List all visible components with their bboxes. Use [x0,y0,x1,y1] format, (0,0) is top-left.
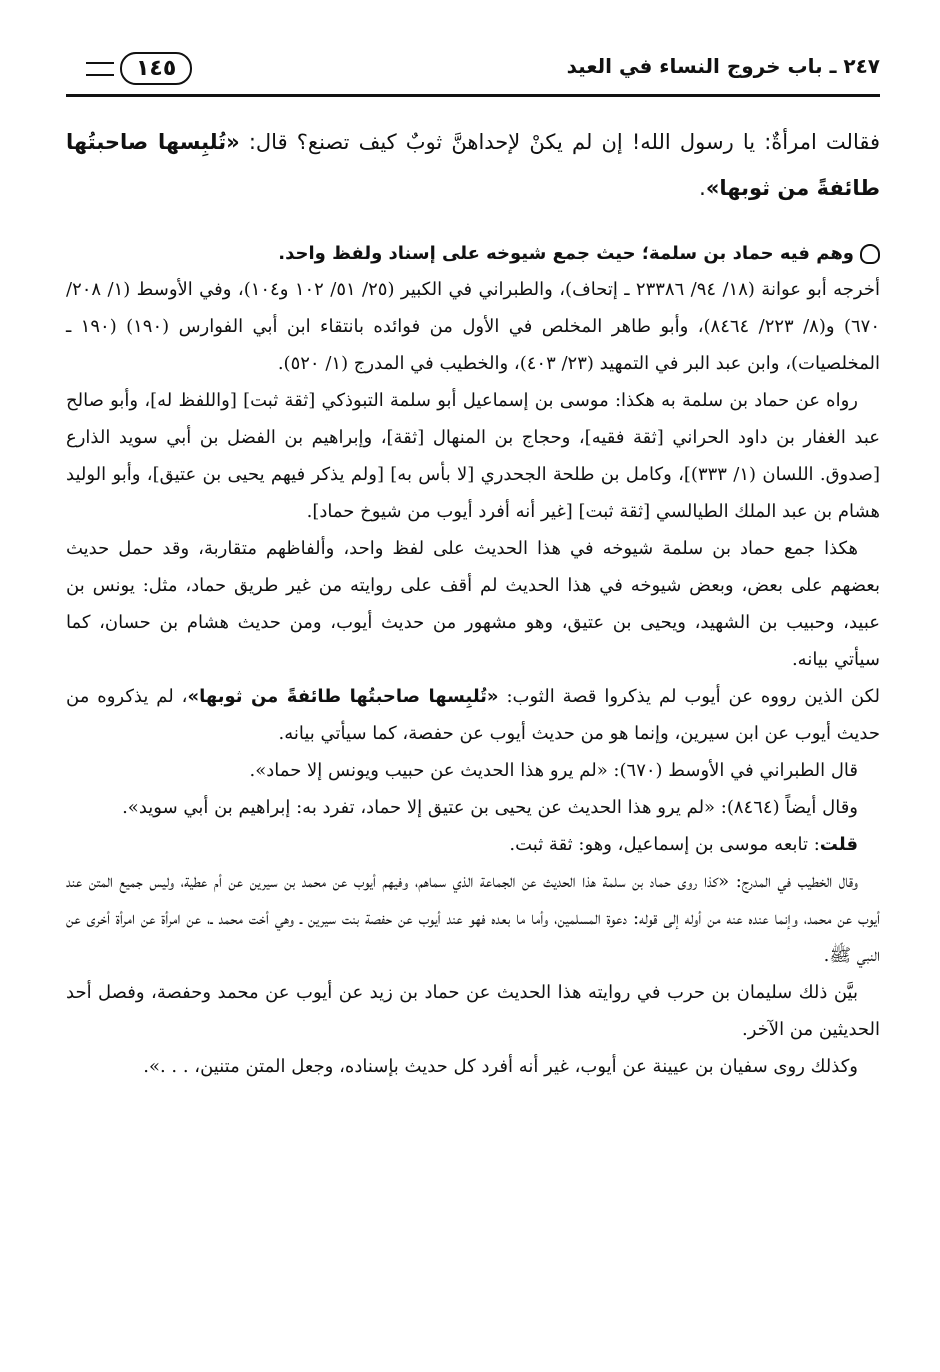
paragraph-7-bold: قلت [819,834,858,855]
paragraph-8: وقال الخطيب في المدرج: «كذا روى حماد بن سلمة هذا الحديث عن الجماعة الذي سماهم، وفيهم أيوب عن محمد بن سيرين عن أم عطية، وليس جميع المتن عند أيوب عن محمد، وإنما عنده عنه من أوله إلى قوله: دعوة المسلمين، وأما ما بعده فهو عند أيوب عن حفصة بنت سيرين ـ وهي أخت محمد ـ، عن امرأة عن امرأة أخرى عن النبي ﷺ. [66,871,880,966]
note-heading [66,237,880,271]
page-number-ornament [86,52,192,85]
hadith-text [66,119,880,211]
paragraph-4 [66,678,880,752]
paragraph-5: قال الطبراني في الأوسط (٦٧٠): «لم يرو هذا الحديث عن حبيب ويونس إلا حماد». [249,760,858,781]
paragraph-4-before: لكن الذين رووه عن أيوب لم يذكروا قصة الثوب: [498,686,880,707]
paragraph-4-after: ، لم يذكروه من حديث أيوب عن ابن سيرين، وإنما هو من حديث أيوب عن حفصة، كما سيأتي بيانه. [66,686,880,744]
hadith-text-end: . [699,176,706,200]
paragraph-9: بيَّن ذلك سليمان بن حرب في روايته هذا الحديث عن حماد بن زيد عن أيوب عن محمد وحفصة، وفصل أحد الحديثين من الآخر. [66,982,880,1040]
paragraph-4-bold: «تُلبِسها صاحبتُها طائفةً من ثوبها» [187,686,499,707]
paragraph-3: هكذا جمع حماد بن سلمة شيوخه في هذا الحديث على لفظ واحد، وألفاظهم متقاربة، وقد حمل حديث بعضهم على بعض، وبعض شيوخه في هذا الحديث لم أقف على روايته من غير طريق حماد، مثل: يونس بن عبيد، وحبيب بن الشهيد، ويحيى بن عتيق، وهو مشهور من حديث أيوب، ومن حديث هشام بن حسان، كما سيأتي بيانه. [66,538,880,670]
paragraph-2: رواه عن حماد بن سلمة به هكذا: موسى بن إسماعيل أبو سلمة التبوذكي [ثقة ثبت] [واللفظ له]، وأبو صالح عبد الغفار بن داود الحراني [ثقة فقيه]، وحجاج بن المنهال [ثقة]، وإبراهيم بن الفضل بن أبي سويد الذارع [صدوق. اللسان (١/ ٣٣٣)]، وكامل بن طلحة الجحدري [لا بأس به] [ولم يذكر فيهم يحيى بن عتيق]، وأبو الوليد هشام بن عبد الملك الطيالسي [ثقة ثبت] [غير أنه أفرد أيوب من شيوخ حماد]. [66,390,880,522]
paragraph-10: وكذلك روى سفيان بن عيينة عن أيوب، غير أنه أفرد كل حديث بإسناده، وجعل المتن متنين، . . .». [143,1056,858,1077]
page-header [66,48,880,97]
paragraph-7-rest: : تابعه موسى بن إسماعيل، وهو: ثقة ثبت. [509,834,820,855]
book-page [66,48,880,1348]
note-heading-text: وهم فيه حماد بن سلمة؛ حيث جمع شيوخه على إسناد ولفظ واحد. [278,243,854,264]
paragraph-6: وقال أيضاً (٨٤٦٤): «لم يرو هذا الحديث عن يحيى بن عتيق إلا حماد، تفرد به: إبراهيم بن أبي سويد». [122,797,858,818]
page-number: ١٤٥ [120,52,192,85]
paragraph-1: أخرجه أبو عوانة (١٨/ ٩٤/ ٢٣٣٨٦ ـ إتحاف)، والطبراني في الكبير (٢٥/ ٥١/ ١٠٢ و١٠٤)، وفي الأوسط (١/ ٢٠٨/ ٦٧٠) و(٨/ ٢٢٣/ ٨٤٦٤)، وأبو طاهر المخلص في الأول من فوائده بانتقاء ابن أبي الفوارس (١٩٠) (١٩٠ ـ المخلصيات)، وابن عبد البر في التمهيد (٢٣/ ٤٠٣)، والخطيب في المدرج (١/ ٥٢٠). [66,279,880,374]
ornament-bullet-icon [860,244,880,264]
hadith-text-normal: فقالت امرأةٌ: يا رسول الله! إن لم يكنْ لإحداهنَّ ثوبٌ كيف تصنع؟ قال: [239,130,881,154]
chapter-title: ٢٤٧ ـ باب خروج النساء في العيد [566,54,880,78]
hadith-text-bold: «تُلبِسها صاحبتُها طائفةً من ثوبها» [66,130,880,200]
ornament-rule [86,62,114,76]
paragraph-7 [66,826,880,863]
